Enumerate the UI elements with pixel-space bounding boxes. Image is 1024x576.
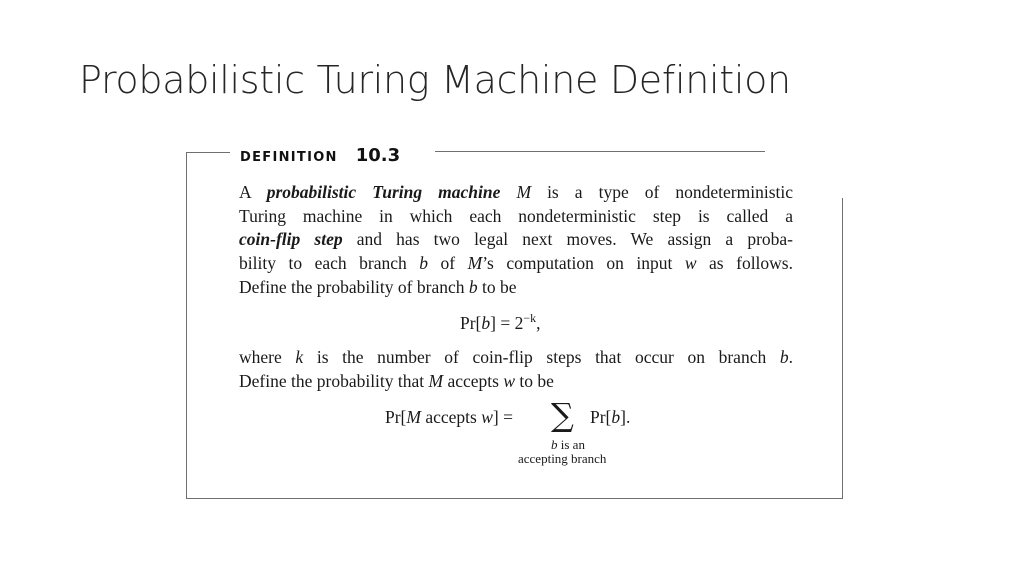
definition-heading-number: 10.3 (355, 145, 401, 166)
text-run: where (239, 347, 296, 367)
math-var-b: b (419, 253, 429, 274)
definition-paragraph-2 (239, 346, 793, 393)
math-text: Pr[ (590, 407, 612, 427)
text-run: of (428, 253, 468, 274)
math-var-b: b (481, 313, 491, 333)
definition-box-left-rule (186, 152, 187, 498)
paragraph-2-line-2 (239, 370, 793, 394)
text-run: Define the probability that (239, 370, 429, 391)
math-text: accepts (420, 407, 482, 427)
equation-branch-probability (460, 311, 541, 334)
definition-heading (240, 145, 400, 166)
summation-subscript-line-2: accepting branch (518, 451, 607, 466)
equation-accept-probability-left (385, 407, 513, 428)
text-run: to be (515, 370, 554, 391)
math-var-b: b (551, 437, 558, 452)
term-coin-flip-step: coin-flip step (239, 229, 343, 250)
definition-heading-word: DEFINITION (240, 150, 338, 165)
term-probabilistic-turing-machine: probabilistic Turing machine (266, 182, 501, 202)
math-var-w: w (684, 253, 697, 274)
text-run: accepts (443, 370, 504, 391)
math-text: ] = 2 (490, 313, 524, 333)
text-run: . (788, 347, 793, 367)
summation-sign: ∑ (551, 396, 574, 434)
paragraph-1-line-4 (239, 252, 793, 276)
math-var-b: b (611, 407, 621, 427)
text-run: to be (477, 276, 517, 297)
math-var-b: b (468, 276, 478, 297)
math-var-w: w (481, 407, 493, 427)
text-run: is a type of nondeterministic (531, 182, 793, 202)
paragraph-2-line-1 (239, 346, 793, 370)
text-run: Define the probability of branch (239, 276, 469, 297)
math-var-m: M (467, 253, 483, 274)
math-text: ]. (620, 407, 631, 427)
math-text: , (536, 313, 541, 333)
text-run: is the number of coin-flip steps that occur on branch (303, 347, 780, 367)
slide-title: Probabilistic Turing Machine Definition (79, 58, 791, 102)
math-exponent: −k (523, 311, 537, 325)
math-var-k: k (295, 347, 304, 367)
definition-paragraph-1 (239, 181, 793, 300)
math-text: is an (557, 437, 585, 452)
paragraph-1-line-2: Turing machine in which each nondeterministic step is called a (239, 205, 793, 226)
paragraph-1-line-3 (239, 228, 793, 252)
math-var-m: M (406, 407, 421, 427)
definition-box-top-right-rule (435, 151, 765, 152)
definition-box-top-left-rule (186, 152, 230, 153)
text-run: bility to each branch (239, 253, 420, 274)
math-text: ] = (492, 407, 513, 427)
math-text: Pr[ (385, 407, 407, 427)
definition-box-right-rule (842, 198, 843, 498)
math-var-w: w (503, 370, 516, 391)
math-text: Pr[ (460, 313, 482, 333)
math-var-b: b (779, 347, 789, 367)
definition-box-bottom-rule (186, 498, 843, 499)
text-run: A (239, 182, 267, 202)
math-var-m: M (500, 182, 532, 202)
paragraph-1-line-5 (239, 276, 793, 300)
paragraph-1-line-1 (239, 181, 793, 205)
text-run: and has two legal next moves. We assign a proba- (342, 229, 793, 250)
math-var-m: M (428, 370, 444, 391)
text-run: as follows. (696, 253, 793, 274)
equation-accept-probability-right (590, 407, 630, 428)
text-run: ’s computation on input (482, 253, 685, 274)
